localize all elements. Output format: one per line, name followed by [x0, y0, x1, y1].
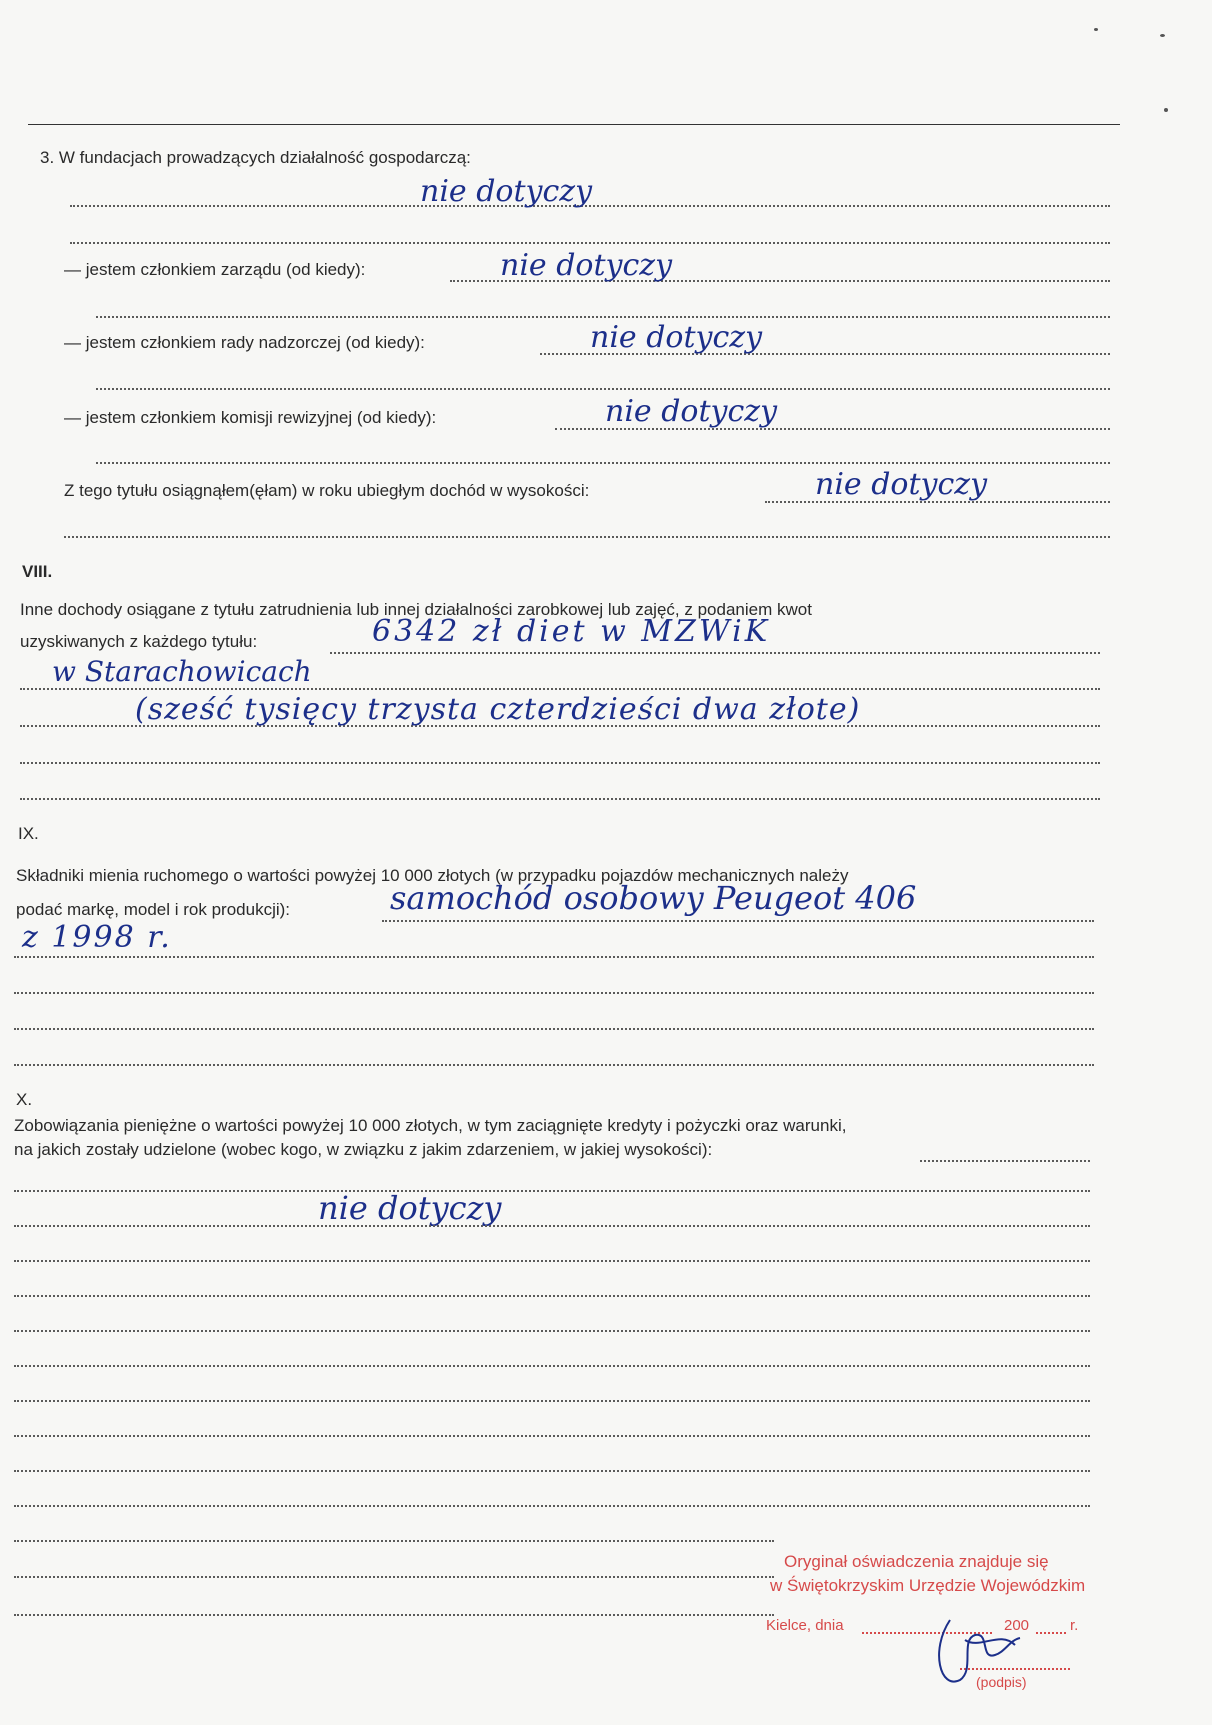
answer-line: [96, 316, 1110, 318]
section-ix-answer-line2: z 1998 r.: [22, 920, 172, 955]
audit-label: — jestem członkiem komisji rewizyjnej (od kiedy):: [64, 408, 437, 427]
income-answer: nie dotyczy: [815, 467, 988, 502]
item3-label: 3. W fundacjach prowadzących działalność gospodarczą:: [40, 148, 471, 167]
stamp-year-line: [1036, 1632, 1066, 1634]
section-ix-text-line1: Składniki mienia ruchomego o wartości powyżej 10 000 złotych (w przypadku pojazdów mechanicznych należy: [16, 866, 849, 885]
answer-line: [14, 1190, 1090, 1192]
answer-line: [14, 1064, 1094, 1066]
section-x-answer: nie dotyczy: [318, 1189, 502, 1227]
section-x-heading: X.: [16, 1090, 33, 1109]
section-x-text-line1: Zobowiązania pieniężne o wartości powyżej 10 000 złotych, w tym zaciągnięte kredyty i pożyczki oraz warunki,: [14, 1116, 847, 1135]
answer-line: [14, 1435, 1090, 1437]
signature-mark: [920, 1610, 1040, 1700]
answer-line: [920, 1160, 1090, 1162]
answer-line: [14, 1028, 1094, 1030]
supervisory-answer: nie dotyczy: [590, 320, 763, 355]
board-member-answer: nie dotyczy: [500, 248, 673, 283]
answer-line: [96, 462, 1110, 464]
top-rule: [28, 124, 1120, 125]
section-viii-text-line1: Inne dochody osiągane z tytułu zatrudnienia lub innej działalności zarobkowej lub zajęć, z podaniem kwot: [20, 600, 812, 619]
answer-line: [14, 1470, 1090, 1472]
answer-line: [70, 242, 1110, 244]
answer-line: [14, 992, 1094, 994]
stamp-line2: w Świętokrzyskim Urzędzie Wojewódzkim: [770, 1576, 1086, 1595]
answer-line: [330, 652, 1100, 654]
answer-line: [20, 688, 1100, 690]
answer-line: [14, 956, 1094, 958]
section-x-text-line2: na jakich zostały udzielone (wobec kogo, w związku z jakim zdarzeniem, w jakiej wysokości):: [14, 1140, 713, 1159]
answer-line: [14, 1540, 774, 1542]
stamp-year-suffix: r.: [1070, 1617, 1079, 1634]
answer-line: [96, 388, 1110, 390]
scan-speck: [1094, 28, 1098, 31]
answer-line: [14, 1295, 1090, 1297]
answer-line: [14, 1614, 774, 1616]
section-viii-text-line2: uzyskiwanych z każdego tytułu:: [20, 632, 258, 651]
section-ix-heading: IX.: [18, 824, 39, 843]
stamp-signature-label: (podpis): [976, 1674, 1027, 1690]
stamp-year-label: 200: [1004, 1617, 1030, 1634]
answer-line: [14, 1330, 1090, 1332]
scan-speck: [1160, 34, 1165, 37]
stamp-line1: Oryginał oświadczenia znajduje się: [784, 1552, 1049, 1571]
supervisory-label: — jestem członkiem rady nadzorczej (od kiedy):: [64, 333, 425, 352]
section-ix-answer-line1: samochód osobowy Peugeot 406: [390, 879, 917, 917]
answer-line: [20, 798, 1100, 800]
answer-line: [14, 1260, 1090, 1262]
board-member-label: — jestem członkiem zarządu (od kiedy):: [64, 260, 366, 279]
audit-answer: nie dotyczy: [605, 394, 778, 429]
answer-line: [14, 1365, 1090, 1367]
answer-line: [14, 1400, 1090, 1402]
section-viii-answer-line1: 6342 zł diet w MZWiK: [372, 614, 771, 649]
income-label: Z tego tytułu osiągnąłem(ęłam) w roku ubiegłym dochód w wysokości:: [64, 481, 590, 500]
section-viii-heading: VIII.: [22, 562, 53, 581]
scan-speck: [1164, 108, 1168, 112]
section-viii-answer-line2: w Starachowicach: [52, 655, 312, 688]
answer-line: [14, 1225, 1090, 1227]
answer-line: [64, 536, 1110, 538]
stamp-place-label: Kielce, dnia: [766, 1617, 844, 1634]
answer-line: [382, 920, 1094, 922]
answer-line: [20, 762, 1100, 764]
section-viii-answer-line3: (sześć tysięcy trzysta czterdzieści dwa złote): [135, 692, 861, 727]
section-ix-text-line2: podać markę, model i rok produkcji):: [16, 900, 291, 919]
answer-line: [14, 1505, 1090, 1507]
item3-answer: nie dotyczy: [420, 174, 593, 209]
answer-line: [14, 1576, 774, 1578]
